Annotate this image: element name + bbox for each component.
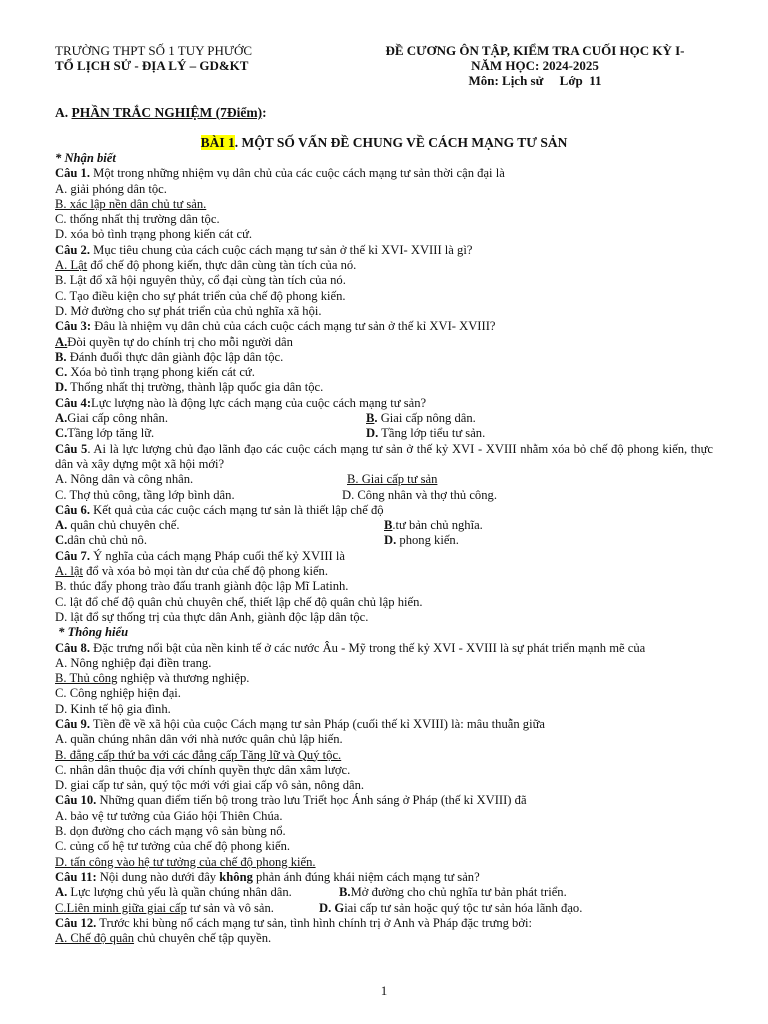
question: Câu 12. Trước khi bùng nổ cách mạng tư sản, tình hình chính trị ở Anh và Pháp đặc trưng bởi: bbox=[55, 915, 533, 930]
option: B. Lật đổ xã hội nguyên thủy, cổ đại cùng tàn tích của nó. bbox=[55, 273, 346, 288]
lesson-heading bbox=[55, 135, 713, 151]
lesson-title: . MỘT SỐ VẤN ĐỀ CHUNG VỀ CÁCH MẠNG TƯ SẢN bbox=[234, 135, 568, 150]
school-name: TRƯỜNG THPT SỐ 1 TUY PHƯỚC bbox=[55, 43, 253, 58]
option-row bbox=[55, 426, 713, 441]
option: D. giai cấp tư sản, quý tộc mới với giai cấp vô sản, nông dân. bbox=[55, 778, 365, 793]
question: Câu 6. Kết quả của các cuộc cách mạng tư sản là thiết lập chế độ bbox=[55, 502, 384, 517]
subject-class: Môn: Lịch sử Lớp 11 bbox=[468, 73, 602, 88]
option-row bbox=[55, 488, 713, 503]
option: A. bảo vệ tư tưởng của Giáo hội Thiên Chúa. bbox=[55, 808, 283, 823]
option: B. Đánh đuổi thực dân giành độc lập dân tộc. bbox=[55, 349, 284, 364]
question: Câu 8. Đặc trưng nổi bật của nền kinh tế ở các nước Âu - Mỹ trong thế kỷ XVI - XVIII là sự phát triển mạnh mẽ của bbox=[55, 640, 646, 655]
question: Câu 4:Lực lượng nào là động lực cách mạng của cuộc cách mạng tư sản? bbox=[55, 395, 427, 410]
section-heading: A. PHẦN TRẮC NGHIỆM (7Điểm): bbox=[55, 105, 267, 120]
option: A. quần chúng nhân dân với nhà nước quân chủ lập hiến. bbox=[55, 732, 343, 747]
question: Câu 9. Tiền đề về xã hội của cuộc Cách mạng tư sản Pháp (cuối thế kỉ XVIII) là: mâu thuẫn giữa bbox=[55, 716, 546, 731]
option: C.Tầng lớp tăng lữ. bbox=[55, 426, 155, 441]
option-correct: B. đẳng cấp thứ ba với các đẳng cấp Tăng lữ và Quý tộc. bbox=[55, 747, 342, 762]
option: C. thống nhất thị trường dân tộc. bbox=[55, 212, 220, 227]
option-correct: D. tấn công vào hệ tư tưởng của chế độ phong kiến. bbox=[55, 854, 316, 869]
option: D. Giai cấp tư sản hoặc quý tộc tư sản hóa lãnh đạo. bbox=[319, 900, 583, 915]
option: C.dân chủ chủ nô. bbox=[55, 533, 147, 548]
option-correct: B. Giai cấp nông dân. bbox=[366, 411, 476, 426]
option: A. Nông dân và công nhân. bbox=[55, 472, 194, 487]
option: B. thúc đẩy phong trào đấu tranh giành độc lập Mĩ Latinh. bbox=[55, 579, 349, 594]
lesson-tag: BÀI 1 bbox=[200, 135, 235, 150]
option: C. nhân dân thuộc địa với chính quyền thực dân xâm lược. bbox=[55, 762, 351, 777]
option: D. Công nhân và thợ thủ công. bbox=[342, 487, 497, 502]
question: Câu 7. Ý nghĩa của cách mạng Pháp cuối thế kỷ XVIII là bbox=[55, 548, 345, 563]
option: A. giải phóng dân tộc. bbox=[55, 181, 167, 196]
option-correct: A. Chế độ quân chủ chuyên chế tập quyền. bbox=[55, 931, 272, 946]
question-list bbox=[55, 151, 713, 946]
option: D. Mở đường cho sự phát triển của chủ nghĩa xã hội. bbox=[55, 303, 322, 318]
option: D. Tầng lớp tiểu tư sản. bbox=[366, 426, 486, 441]
option: A.Giai cấp công nhân. bbox=[55, 411, 168, 426]
option-correct: A. lật đổ và xóa bỏ mọi tàn dư của chế độ phong kiến. bbox=[55, 564, 328, 579]
document-title: ĐỀ CƯƠNG ÔN TẬP, KIỂM TRA CUỐI HỌC KỲ I- bbox=[385, 43, 685, 58]
header-left bbox=[55, 43, 252, 73]
option: C. Thợ thủ công, tầng lớp bình dân. bbox=[55, 487, 235, 502]
option-correct: B. xác lập nền dân chủ tư sản. bbox=[55, 196, 207, 211]
option-row bbox=[55, 411, 713, 426]
question: Câu 2. Mục tiêu chung của cách cuộc cách mạng tư sản ở thế kỉ XVI- XVIII là gì? bbox=[55, 242, 473, 257]
header-right bbox=[370, 43, 700, 88]
option: A. quân chủ chuyên chế. bbox=[55, 518, 180, 533]
option-correct: C.Liên minh giữa giai cấp tư sản và vô sản. bbox=[55, 900, 274, 915]
question: Câu 11: Nội dung nào dưới đây không phản ánh đúng khái niệm cách mạng tư sản? bbox=[55, 869, 480, 884]
question: Câu 5. Ai là lực lượng chủ đạo lãnh đạo các cuộc cách mạng tư sản ở thế kỷ XVI - XVIII nhằm xóa bỏ chế độ phong kiến, thực dân và xây dựng một xã hội mới? bbox=[55, 441, 713, 471]
option-row bbox=[55, 472, 713, 487]
option: C. lật đổ chế độ quân chủ chuyên chế, thiết lập chế độ quân chủ lập hiến. bbox=[55, 594, 423, 609]
option: D. phong kiến. bbox=[384, 533, 459, 548]
option-row bbox=[55, 901, 713, 916]
level-heading: * Thông hiểu bbox=[55, 625, 129, 640]
option: D. Kinh tế hộ gia đình. bbox=[55, 701, 171, 716]
question: Câu 1. Một trong những nhiệm vụ dân chủ của các cuộc cách mạng tư sản thời cận đại là bbox=[55, 166, 505, 181]
option-correct: B. Giai cấp tư sản bbox=[347, 472, 438, 487]
option-correct: A.Đòi quyền tự do chính trị cho mỗi người dân bbox=[55, 334, 293, 349]
option-correct: B. Thủ công nghiệp và thương nghiệp. bbox=[55, 671, 250, 686]
option: C. Công nghiệp hiện đại. bbox=[55, 686, 181, 701]
option: B. dọn đường cho cách mạng vô sản bùng nổ. bbox=[55, 824, 286, 839]
page-number: 1 bbox=[380, 983, 388, 998]
option: B.Mở đường cho chủ nghĩa tư bản phát triển. bbox=[339, 885, 567, 900]
option-correct: B.tư bản chủ nghĩa. bbox=[384, 518, 483, 533]
option: C. củng cố hệ tư tưởng của chế độ phong kiến. bbox=[55, 839, 291, 854]
school-year: NĂM HỌC: 2024-2025 bbox=[471, 58, 599, 73]
option-row bbox=[55, 518, 713, 533]
option-row bbox=[55, 885, 713, 900]
option: C. Xóa bỏ tình trạng phong kiến cát cứ. bbox=[55, 365, 255, 380]
option: D. xóa bỏ tình trạng phong kiến cát cứ. bbox=[55, 227, 253, 242]
question: Câu 3: Đâu là nhiệm vụ dân chủ của cách cuộc cách mạng tư sản ở thế kỉ XVI- XVIII? bbox=[55, 319, 496, 334]
option: A. Lực lượng chủ yếu là quần chúng nhân dân. bbox=[55, 885, 292, 900]
department-name: TỔ LỊCH SỬ - ĐỊA LÝ – GD&KT bbox=[55, 58, 249, 73]
option: C. Tạo điều kiện cho sự phát triển của chế độ phong kiến. bbox=[55, 288, 346, 303]
option-row bbox=[55, 533, 713, 548]
option: A. Nông nghiệp đại điền trang. bbox=[55, 655, 212, 670]
option: D. Thống nhất thị trường, thành lập quốc gia dân tộc. bbox=[55, 380, 324, 395]
option-correct: A. Lật đổ chế độ phong kiến, thực dân cùng tàn tích của nó. bbox=[55, 258, 357, 273]
level-heading: * Nhận biết bbox=[55, 151, 116, 165]
option: D. lật đổ sự thống trị của thực dân Anh, giành độc lập dân tộc. bbox=[55, 609, 369, 624]
question: Câu 10. Những quan điểm tiến bộ trong trào lưu Triết học Ánh sáng ở Pháp (thế kỉ XVIII) đã bbox=[55, 793, 527, 808]
